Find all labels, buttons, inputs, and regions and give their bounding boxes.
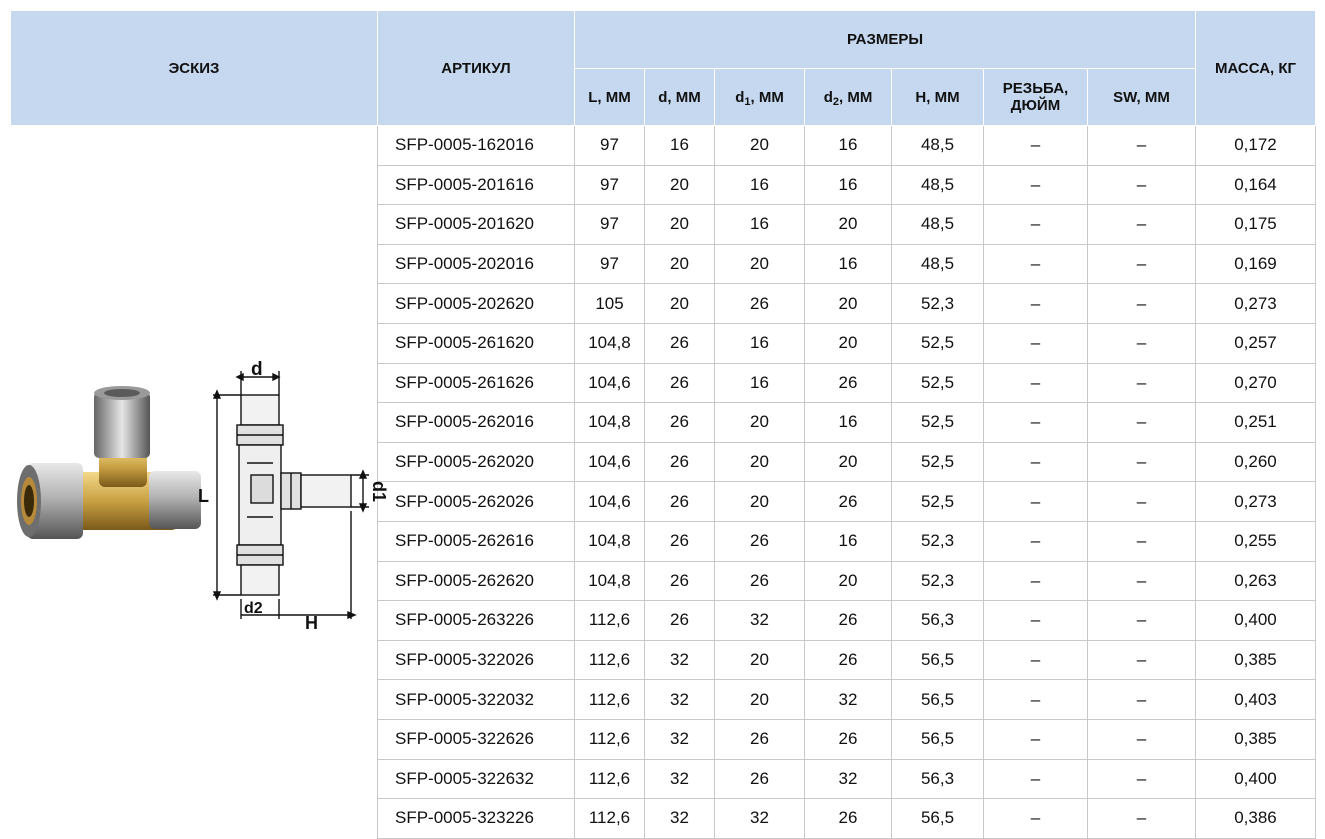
cell-sw: – [1088, 601, 1196, 641]
cell-H: 52,5 [892, 403, 984, 443]
cell-thread: – [984, 482, 1088, 522]
header-H: H, ММ [892, 69, 984, 126]
cell-H: 48,5 [892, 244, 984, 284]
cell-article: SFP-0005-201616 [378, 165, 575, 205]
cell-d2: 26 [805, 482, 892, 522]
cell-d2: 20 [805, 442, 892, 482]
cell-d2: 20 [805, 561, 892, 601]
cell-sw: – [1088, 284, 1196, 324]
cell-L: 112,6 [575, 719, 645, 759]
header-sw: SW, ММ [1088, 69, 1196, 126]
cell-article: SFP-0005-322632 [378, 759, 575, 799]
cell-d: 20 [645, 284, 715, 324]
cell-article: SFP-0005-262620 [378, 561, 575, 601]
cell-thread: – [984, 244, 1088, 284]
cell-d2: 32 [805, 759, 892, 799]
cell-d2: 16 [805, 244, 892, 284]
cell-d2: 16 [805, 403, 892, 443]
cell-sw: – [1088, 244, 1196, 284]
cell-d1: 26 [715, 284, 805, 324]
sketch-cell [11, 126, 389, 839]
cell-thread: – [984, 719, 1088, 759]
header-thread [984, 69, 1088, 126]
sketch-figure [11, 359, 389, 634]
cell-sw: – [1088, 363, 1196, 403]
cell-d2: 20 [805, 323, 892, 363]
cell-article: SFP-0005-261626 [378, 363, 575, 403]
header-d2-unit: , ММ [838, 88, 873, 106]
cell-article: SFP-0005-322626 [378, 719, 575, 759]
cell-H: 52,3 [892, 561, 984, 601]
cell-d: 32 [645, 759, 715, 799]
cell-d1: 16 [715, 363, 805, 403]
cell-H: 52,3 [892, 521, 984, 561]
cell-d1: 32 [715, 799, 805, 839]
cell-mass: 0,172 [1196, 126, 1316, 166]
cell-H: 52,5 [892, 482, 984, 522]
cell-L: 112,6 [575, 680, 645, 720]
cell-d: 16 [645, 126, 715, 166]
cell-mass: 0,273 [1196, 482, 1316, 522]
cell-mass: 0,255 [1196, 521, 1316, 561]
header-d1-unit: , ММ [750, 88, 784, 106]
tee-fitting-illustration [11, 359, 389, 634]
cell-L: 97 [575, 205, 645, 245]
cell-H: 56,3 [892, 601, 984, 641]
cell-sw: – [1088, 126, 1196, 166]
cell-mass: 0,400 [1196, 759, 1316, 799]
cell-d: 26 [645, 442, 715, 482]
cell-H: 56,5 [892, 640, 984, 680]
cell-article: SFP-0005-322032 [378, 680, 575, 720]
cell-d2: 16 [805, 126, 892, 166]
header-article: АРТИКУЛ [378, 11, 575, 126]
cell-article: SFP-0005-323226 [378, 799, 575, 839]
cell-H: 52,5 [892, 442, 984, 482]
cell-d2: 32 [805, 680, 892, 720]
cell-mass: 0,385 [1196, 719, 1316, 759]
cell-article: SFP-0005-202016 [378, 244, 575, 284]
cell-mass: 0,400 [1196, 601, 1316, 641]
cell-mass: 0,251 [1196, 403, 1316, 443]
cell-mass: 0,175 [1196, 205, 1316, 245]
cell-thread: – [984, 521, 1088, 561]
cell-article: SFP-0005-263226 [378, 601, 575, 641]
cell-d1: 20 [715, 640, 805, 680]
cell-L: 112,6 [575, 601, 645, 641]
cell-d2: 20 [805, 205, 892, 245]
cell-mass: 0,386 [1196, 799, 1316, 839]
cell-thread: – [984, 323, 1088, 363]
cell-article: SFP-0005-322026 [378, 640, 575, 680]
header-mass: МАССА, КГ [1196, 11, 1316, 126]
cell-mass: 0,164 [1196, 165, 1316, 205]
cell-d1: 20 [715, 244, 805, 284]
cell-H: 52,5 [892, 363, 984, 403]
drawing-label-L: L [197, 486, 209, 507]
header-sizes: РАЗМЕРЫ [575, 11, 1196, 69]
cell-L: 97 [575, 126, 645, 166]
cell-L: 104,8 [575, 323, 645, 363]
cell-sw: – [1088, 521, 1196, 561]
cell-article: SFP-0005-162016 [378, 126, 575, 166]
header-d1 [715, 69, 805, 126]
header-d: d, ММ [645, 69, 715, 126]
cell-d2: 16 [805, 521, 892, 561]
drawing-label-d2: d2 [243, 600, 263, 618]
header-thread-line1: РЕЗЬБА, [1002, 80, 1069, 97]
cell-d1: 26 [715, 561, 805, 601]
cell-d: 20 [645, 205, 715, 245]
cell-d1: 16 [715, 165, 805, 205]
cell-H: 56,5 [892, 719, 984, 759]
header-L: L, ММ [575, 69, 645, 126]
fitting-drawing [213, 371, 369, 619]
cell-d1: 26 [715, 521, 805, 561]
cell-article: SFP-0005-261620 [378, 323, 575, 363]
header-d2-base: d [823, 88, 833, 106]
cell-mass: 0,273 [1196, 284, 1316, 324]
cell-thread: – [984, 403, 1088, 443]
cell-mass: 0,260 [1196, 442, 1316, 482]
cell-H: 56,3 [892, 759, 984, 799]
cell-d: 26 [645, 601, 715, 641]
cell-d: 26 [645, 521, 715, 561]
cell-sw: – [1088, 403, 1196, 443]
cell-d: 32 [645, 799, 715, 839]
cell-L: 104,6 [575, 442, 645, 482]
cell-d: 26 [645, 363, 715, 403]
cell-thread: – [984, 640, 1088, 680]
cell-mass: 0,169 [1196, 244, 1316, 284]
cell-sw: – [1088, 719, 1196, 759]
cell-L: 104,6 [575, 482, 645, 522]
spec-table [10, 10, 1316, 839]
cell-d: 26 [645, 482, 715, 522]
cell-mass: 0,257 [1196, 323, 1316, 363]
cell-article: SFP-0005-262020 [378, 442, 575, 482]
cell-L: 104,8 [575, 403, 645, 443]
cell-H: 52,3 [892, 284, 984, 324]
cell-thread: – [984, 680, 1088, 720]
cell-thread: – [984, 759, 1088, 799]
cell-d: 26 [645, 323, 715, 363]
cell-d1: 16 [715, 205, 805, 245]
cell-d2: 16 [805, 165, 892, 205]
header-sketch: ЭСКИЗ [11, 11, 378, 126]
cell-sw: – [1088, 323, 1196, 363]
cell-thread: – [984, 442, 1088, 482]
cell-L: 104,8 [575, 561, 645, 601]
cell-sw: – [1088, 799, 1196, 839]
cell-mass: 0,385 [1196, 640, 1316, 680]
cell-H: 48,5 [892, 126, 984, 166]
cell-d: 26 [645, 561, 715, 601]
header-thread-line2: ДЮЙМ [1010, 97, 1061, 114]
cell-d2: 26 [805, 719, 892, 759]
cell-L: 97 [575, 244, 645, 284]
cell-L: 112,6 [575, 640, 645, 680]
cell-d1: 20 [715, 403, 805, 443]
header-d2 [805, 69, 892, 126]
cell-thread: – [984, 601, 1088, 641]
cell-L: 97 [575, 165, 645, 205]
cell-article: SFP-0005-262616 [378, 521, 575, 561]
cell-d: 32 [645, 719, 715, 759]
table-body [11, 126, 1316, 839]
cell-d1: 26 [715, 759, 805, 799]
cell-L: 105 [575, 284, 645, 324]
cell-article: SFP-0005-201620 [378, 205, 575, 245]
cell-d: 32 [645, 640, 715, 680]
drawing-label-d1: d1 [368, 481, 389, 503]
fitting-photo [17, 386, 201, 539]
cell-d1: 32 [715, 601, 805, 641]
cell-sw: – [1088, 482, 1196, 522]
cell-thread: – [984, 205, 1088, 245]
cell-d: 20 [645, 244, 715, 284]
cell-sw: – [1088, 680, 1196, 720]
cell-H: 56,5 [892, 799, 984, 839]
cell-d: 20 [645, 165, 715, 205]
cell-d2: 26 [805, 363, 892, 403]
cell-L: 112,6 [575, 759, 645, 799]
cell-article: SFP-0005-262026 [378, 482, 575, 522]
cell-H: 52,5 [892, 323, 984, 363]
cell-sw: – [1088, 759, 1196, 799]
cell-article: SFP-0005-202620 [378, 284, 575, 324]
cell-thread: – [984, 799, 1088, 839]
cell-sw: – [1088, 561, 1196, 601]
cell-d2: 26 [805, 799, 892, 839]
cell-d1: 20 [715, 482, 805, 522]
cell-sw: – [1088, 640, 1196, 680]
cell-d2: 26 [805, 601, 892, 641]
cell-mass: 0,270 [1196, 363, 1316, 403]
cell-H: 56,5 [892, 680, 984, 720]
drawing-label-d: d [250, 359, 263, 381]
header-d1-base: d [735, 88, 745, 106]
cell-thread: – [984, 561, 1088, 601]
cell-d1: 20 [715, 126, 805, 166]
cell-thread: – [984, 165, 1088, 205]
cell-sw: – [1088, 442, 1196, 482]
cell-thread: – [984, 363, 1088, 403]
cell-mass: 0,263 [1196, 561, 1316, 601]
cell-d: 32 [645, 680, 715, 720]
cell-L: 112,6 [575, 799, 645, 839]
cell-mass: 0,403 [1196, 680, 1316, 720]
cell-thread: – [984, 284, 1088, 324]
cell-article: SFP-0005-262016 [378, 403, 575, 443]
cell-H: 48,5 [892, 205, 984, 245]
cell-L: 104,6 [575, 363, 645, 403]
cell-d2: 26 [805, 640, 892, 680]
cell-d1: 26 [715, 719, 805, 759]
header-d1-sub: 1 [744, 95, 751, 108]
cell-d1: 20 [715, 680, 805, 720]
cell-sw: – [1088, 165, 1196, 205]
cell-d1: 16 [715, 323, 805, 363]
cell-H: 48,5 [892, 165, 984, 205]
cell-thread: – [984, 126, 1088, 166]
header-d2-sub: 2 [832, 95, 839, 108]
cell-d: 26 [645, 403, 715, 443]
cell-d2: 20 [805, 284, 892, 324]
cell-L: 104,8 [575, 521, 645, 561]
cell-sw: – [1088, 205, 1196, 245]
table-row [11, 126, 1316, 166]
cell-d1: 20 [715, 442, 805, 482]
drawing-label-H: H [304, 613, 318, 634]
